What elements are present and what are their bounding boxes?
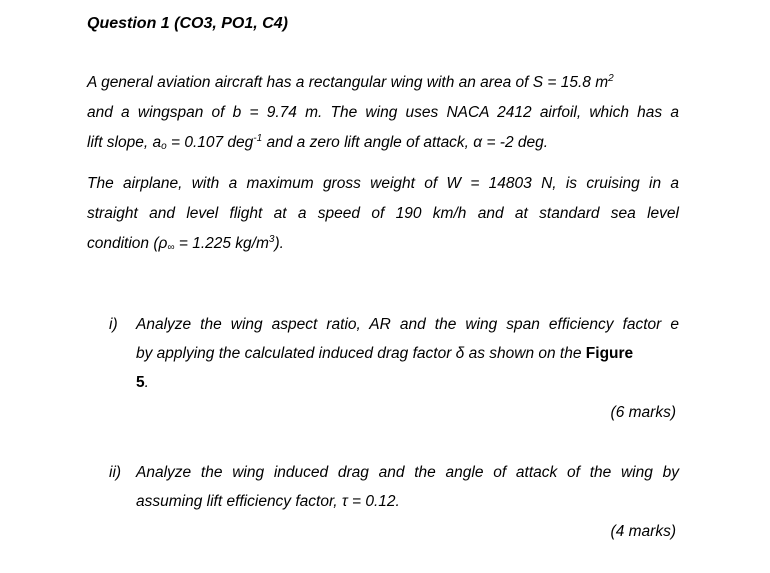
paragraph-1-line-3-text-b: = 0.107 deg: [166, 134, 254, 151]
area-unit-exponent: 2: [608, 73, 614, 84]
density-subscript: ∞: [167, 242, 175, 253]
lift-slope-unit-exponent: -1: [253, 133, 263, 144]
item-i-line-3-text: .: [144, 374, 149, 391]
paragraph-1-line-3-text-a: lift slope, a: [87, 134, 162, 151]
density-unit-exponent: 3: [268, 234, 275, 245]
problem-paragraph-1: [87, 68, 679, 158]
paragraph-2-line-3-text-a: condition (ρ: [87, 235, 168, 252]
item-i-line-2: [136, 339, 679, 368]
item-ii-line-1: Analyze the wing induced drag and the angle of attack of the wing by: [136, 464, 679, 481]
figure-reference: Figure: [585, 345, 634, 362]
paragraph-2-line-3-text-c: ).: [274, 235, 284, 252]
item-i-line-3: [136, 368, 679, 397]
item-i-text: [136, 310, 679, 397]
item-i-line-1: Analyze the wing aspect ratio, AR and the wing span efficiency factor e: [136, 316, 679, 333]
lift-slope-subscript: o: [161, 141, 167, 152]
paragraph-1-line-2: and a wingspan of b = 9.74 m. The wing uses NACA 2412 airfoil, which has a: [87, 104, 679, 121]
item-ii-text: [136, 458, 679, 516]
paragraph-2-line-1: The airplane, with a maximum gross weight of W = 14803 N, is cruising in a: [87, 175, 679, 192]
paragraph-1-line-3-text-c: and a zero lift angle of attack, α = -2 deg.: [262, 134, 549, 151]
paragraph-1-line-3: [87, 128, 679, 158]
item-ii-line-2: assuming lift efficiency factor, τ = 0.12.: [136, 493, 400, 510]
question-title: Question 1 (CO3, PO1, C4): [87, 15, 288, 32]
item-i-number: i): [109, 316, 118, 333]
paragraph-1-line-1-text: A general aviation aircraft has a rectangular wing with an area of S = 15.8 m: [87, 74, 609, 91]
problem-paragraph-2: [87, 169, 679, 259]
item-i-line-2-text: by applying the calculated induced drag factor δ as shown on the: [136, 345, 586, 362]
item-ii-number: ii): [109, 464, 122, 481]
paragraph-2-line-3: [87, 229, 679, 259]
paragraph-2-line-3-text-b: = 1.225 kg/m: [174, 235, 269, 252]
paragraph-2-line-2: straight and level flight at a speed of 190 km/h and at standard sea level: [87, 205, 679, 222]
paragraph-1-line-1: [87, 68, 679, 98]
item-ii-marks: (4 marks): [610, 523, 676, 540]
item-i-marks: (6 marks): [610, 404, 676, 421]
figure-number: 5: [136, 374, 145, 391]
